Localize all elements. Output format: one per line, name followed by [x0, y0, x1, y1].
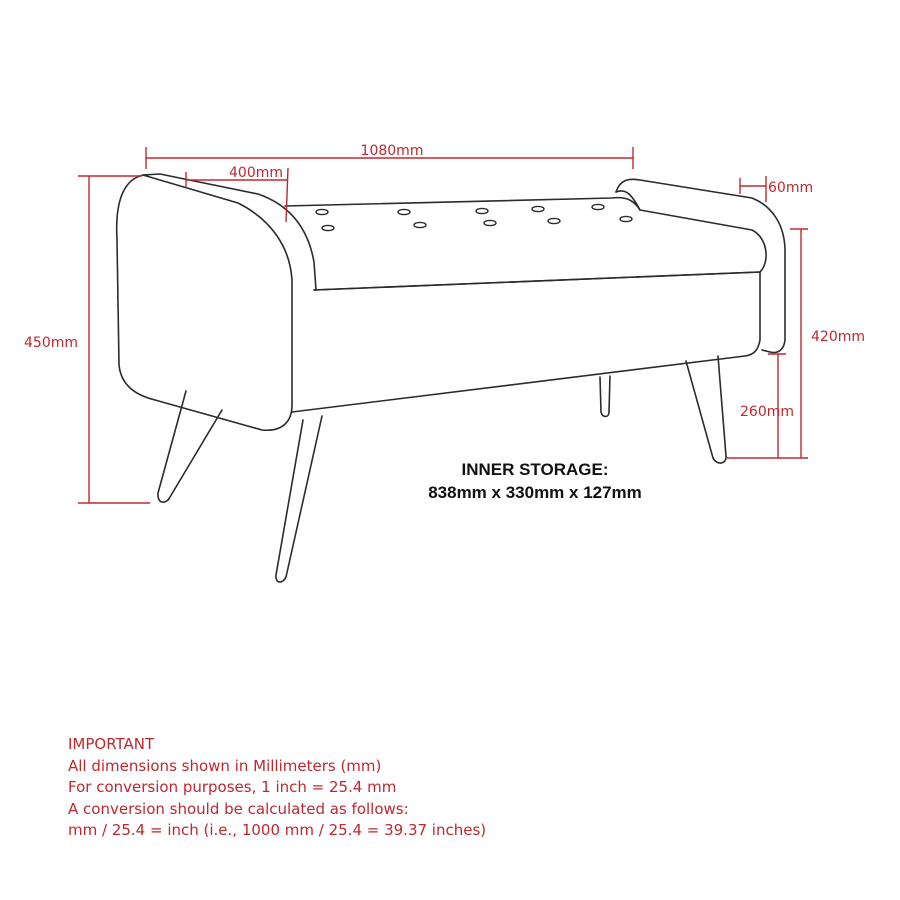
tuft-button — [322, 225, 334, 230]
tuft-button — [620, 216, 632, 221]
arm-depth-label: 400mm — [229, 165, 283, 181]
notes-line: For conversion purposes, 1 inch = 25.4 mm — [68, 778, 397, 796]
bench-drawing — [117, 174, 785, 582]
inner-storage-size: 838mm x 330mm x 127mm — [428, 483, 642, 502]
seat-front-panel — [292, 272, 760, 412]
front-right-leg — [276, 416, 322, 582]
leg-height-label: 260mm — [740, 404, 794, 420]
tuft-button — [484, 220, 496, 225]
back-right-leg — [686, 356, 726, 463]
tuft-button — [316, 209, 328, 214]
overall-width-label: 1080mm — [360, 143, 424, 159]
dimension-lines — [78, 147, 808, 503]
tuft-button — [548, 218, 560, 223]
inner-storage-title: INNER STORAGE: — [461, 460, 609, 479]
dimension-labels — [24, 143, 865, 420]
important-notes — [68, 734, 668, 842]
left-armrest-top — [143, 174, 316, 290]
tuft-button — [476, 208, 488, 213]
tuft-button — [532, 206, 544, 211]
notes-heading: IMPORTANT — [68, 735, 155, 753]
notes-line: A conversion should be calculated as follows: — [68, 799, 409, 818]
seat-cushion — [285, 198, 766, 290]
tuft-button — [592, 204, 604, 209]
back-left-leg — [600, 376, 610, 417]
right-armrest-inner — [616, 191, 640, 210]
tuft-button — [414, 222, 426, 227]
notes-line: All dimensions shown in Millimeters (mm) — [68, 756, 382, 775]
tufting-buttons — [316, 204, 632, 230]
front-left-leg — [158, 391, 222, 502]
arm-height-label: 420mm — [811, 329, 865, 345]
arm-width-label: 60mm — [768, 180, 814, 196]
overall-height-label: 450mm — [24, 335, 78, 351]
inner-storage-callout — [380, 458, 690, 504]
arm-depth-tick-right — [286, 168, 288, 222]
notes-line: mm / 25.4 = inch (i.e., 1000 mm / 25.4 = 39.37 inches) — [68, 821, 487, 839]
tuft-button — [398, 209, 410, 214]
left-armrest — [117, 175, 292, 430]
